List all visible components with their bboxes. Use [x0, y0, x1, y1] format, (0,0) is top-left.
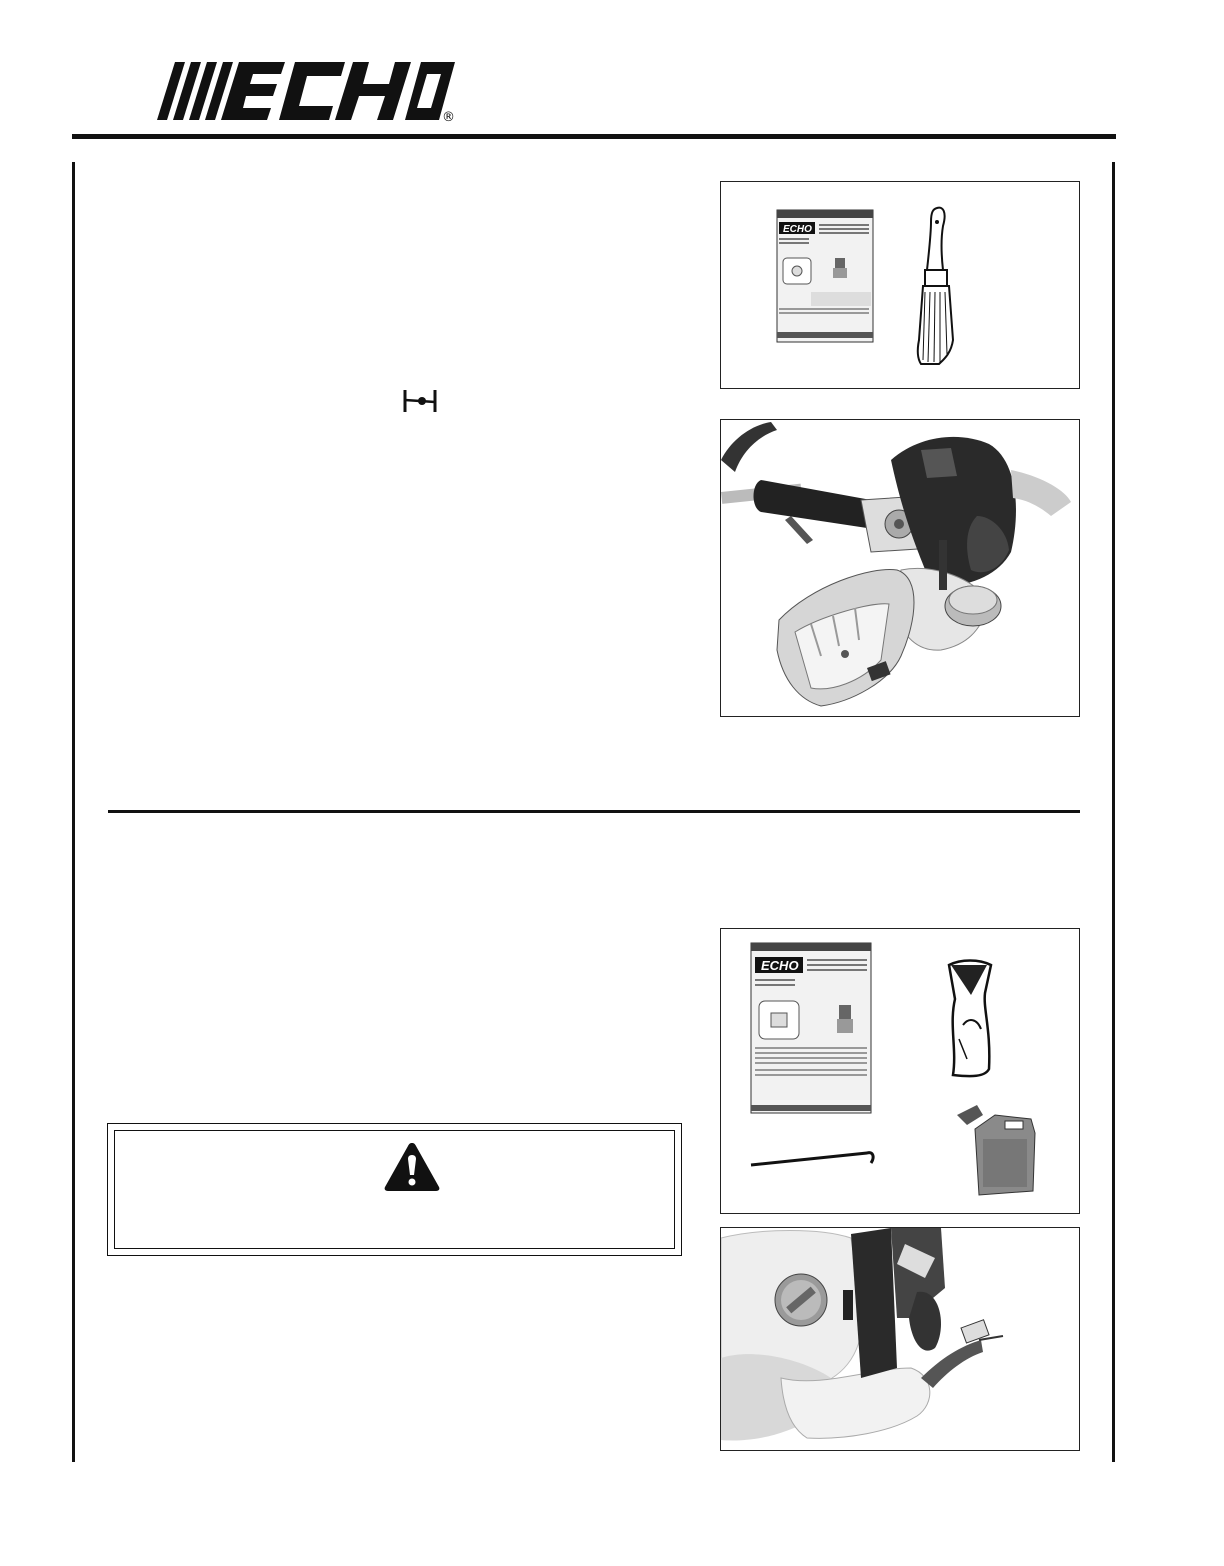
- warning-box-inner: [114, 1130, 675, 1249]
- left-margin-rule: [72, 162, 75, 1462]
- rag-icon: [949, 961, 991, 1077]
- hook-tool-icon: [751, 1153, 873, 1165]
- registered-mark: ®: [442, 110, 455, 125]
- kit-card-icon: [777, 210, 873, 342]
- warning-box: [107, 1123, 682, 1256]
- kit-card-brand: ECHO: [761, 958, 799, 973]
- warning-triangle-icon: [383, 1141, 441, 1193]
- figure-trimmer-engine: [720, 419, 1080, 717]
- figure-filter-kit-brush: [720, 181, 1080, 389]
- right-margin-rule: [1112, 162, 1115, 1462]
- figure-fuel-tank: [720, 1227, 1080, 1451]
- kit-card-icon: [751, 943, 871, 1113]
- figure-filter-kit-tools: [720, 928, 1080, 1214]
- brush-icon: [918, 208, 953, 364]
- echo-logo: [155, 58, 460, 124]
- fuel-can-icon: [957, 1105, 1035, 1195]
- section-divider: [108, 810, 1080, 813]
- kit-card-brand: ECHO: [783, 224, 812, 235]
- choke-open-icon: [402, 388, 438, 414]
- header-rule: [72, 134, 1116, 139]
